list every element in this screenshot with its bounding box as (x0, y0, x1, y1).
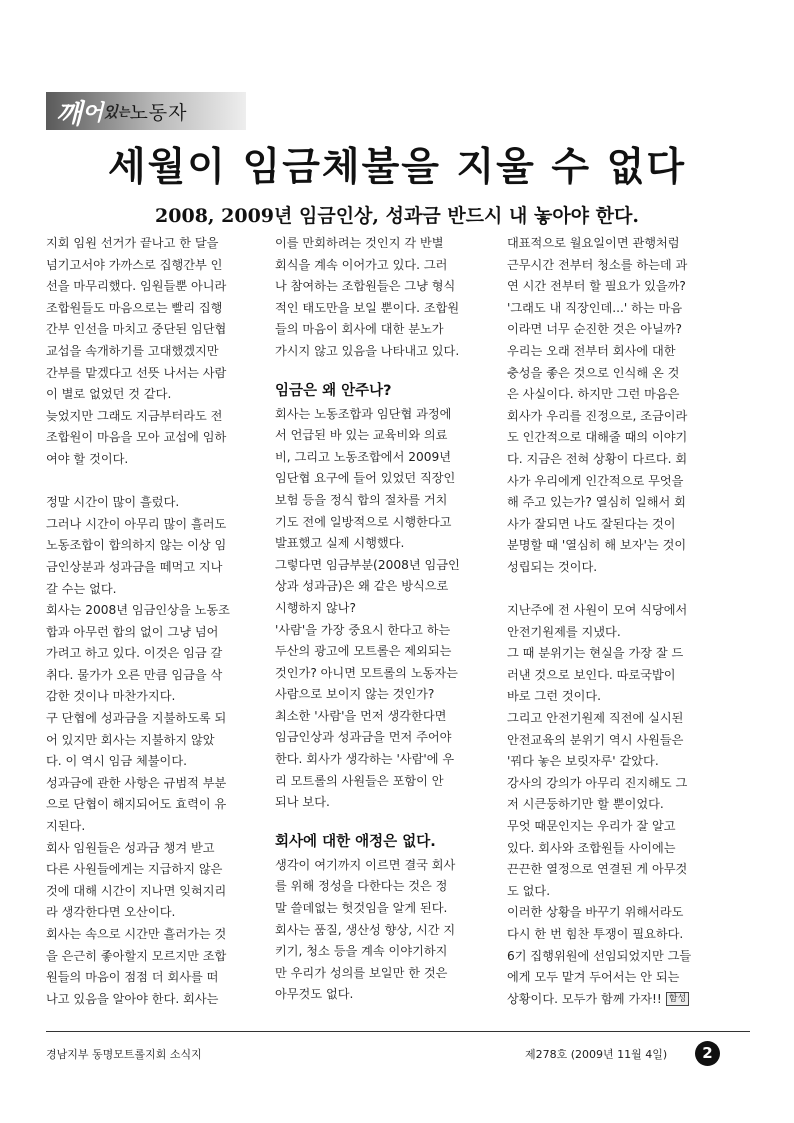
text-line: 다른 사원들에게는 지급하지 않은 (46, 862, 223, 877)
text-line: 한다. 회사가 생각하는 '사람'에 우 (275, 752, 455, 767)
text-line: 으로 단협이 해지되어도 효력이 유 (46, 797, 227, 812)
text-line: 되나 보다. (275, 795, 330, 810)
text-line: 키기, 청소 등을 계속 이야기하지 (275, 944, 448, 959)
text-line: 구 단협에 성과금을 지불하도록 되 (46, 711, 227, 726)
issue-info: 제278호 (2009년 11월 4일) (525, 1048, 668, 1061)
text-line: 회식을 계속 이어가고 있다. 그러 (275, 257, 448, 272)
paragraph-spacer (507, 579, 729, 601)
text-line: 조합원이 마음을 모아 교섭에 임하 (46, 430, 227, 445)
text-line: 분명할 때 '열심히 해 보자'는 것이 (507, 538, 687, 553)
article-column-2 (275, 233, 497, 1006)
text-line: 이러한 상황을 바꾸기 위해서라도 (507, 905, 684, 920)
text-line: 라 생각한다면 오산이다. (46, 905, 176, 920)
text-line: 근무시간 전부터 청소를 하는데 과 (507, 257, 688, 272)
text-line: 상과 성과금)은 왜 같은 방식으로 (275, 579, 449, 594)
text-line: 이를 만회하려는 것인지 각 반별 (275, 236, 444, 250)
text-line: 조합원들도 마음으로는 빨리 집행 (46, 300, 223, 315)
text-line: 러낸 것으로 보인다. 따로국밥이 (507, 667, 676, 682)
text-line: 다. 지금은 전혀 상황이 다르다. 회 (507, 451, 688, 466)
text-line: 다. 이 역시 임금 체불이다. (46, 754, 187, 769)
text-line: 우리는 오래 전부터 회사에 대한 (507, 343, 676, 358)
text-line: 보험 등을 정식 합의 절차를 거치 (275, 492, 448, 507)
text-line: 회사 임원들은 성과금 챙겨 받고 (46, 840, 215, 855)
text-line: 회사는 노동조합과 임단협 과정에 (275, 406, 452, 421)
text-line: 비, 그리고 노동조합에서 2009년 (275, 449, 452, 464)
text-line: 가려고 하고 있다. 이것은 임금 갈 (46, 646, 223, 661)
text-line: 그 때 분위기는 현실을 가장 잘 드 (507, 646, 684, 661)
text-line: 것인가? 아니면 모트롤의 노동자는 (275, 665, 458, 680)
text-line: 나고 있음을 알아야 한다. 회사는 (46, 991, 219, 1006)
newsletter-name: 경남지부 동명모트롤지회 소식지 (46, 1048, 202, 1061)
text-line: 다시 한 번 힘찬 투쟁이 필요하다. (507, 927, 684, 941)
text-line: 그렇다면 임금부분(2008년 임금인 (275, 557, 460, 572)
text-line: 정말 시간이 많이 흘렀다. (46, 495, 180, 510)
text-line: 회사는 품질, 생산성 향상, 시간 지 (275, 922, 456, 937)
text-line: 무엇 때문인지는 우리가 잘 알고 (507, 819, 676, 834)
text-line: 것에 대해 시간이 지나면 잊혀지리 (46, 883, 227, 898)
series-label-part: 있 (103, 102, 118, 121)
text-line: 강사의 강의가 아무리 진지해도 그 (507, 775, 688, 790)
text-line: '그래도 내 직장인데...' 하는 마음 (507, 300, 683, 315)
text-line: 그러나 시간이 아무리 많이 흘러도 (46, 516, 227, 531)
text-line: 안전교육의 분위기 역시 사원들은 (507, 732, 684, 747)
text-line: 도 없다. (507, 883, 551, 898)
text-line: '꿔다 놓은 보릿자루' 같았다. (507, 754, 659, 769)
text-line: 선을 마무리했다. 임원들뿐 아니라 (46, 279, 227, 294)
text-line: '사람'을 가장 중요시 한다고 하는 (275, 622, 451, 637)
text-line: 들의 마음이 회사에 대한 분노가 (275, 322, 444, 337)
text-line: 서 언급된 바 있는 교육비와 의료 (275, 428, 448, 443)
series-badge (46, 92, 246, 130)
text-line: 연 시간 전부터 할 필요가 있을까? (507, 279, 686, 294)
paragraph-spacer (275, 363, 497, 374)
text-line: 있다. 회사와 조합원들 사이에는 (507, 840, 676, 855)
text-line: 그리고 안전기원제 직전에 실시된 (507, 711, 684, 726)
series-label-part: 깨 (56, 98, 83, 130)
paragraph-spacer (46, 471, 268, 493)
text-line: 원들의 마음이 점점 더 회사를 떠 (46, 970, 219, 985)
text-line: 아무것도 없다. (275, 987, 354, 1002)
text-line: 임단협 요구에 들어 있었던 직장인 (275, 471, 456, 486)
section-heading: 회사에 대한 애정은 없다. (275, 833, 436, 850)
text-line: 넘기고서야 가까스로 집행간부 인 (46, 257, 223, 272)
text-line: 가시지 않고 있음을 나타내고 있다. (275, 343, 460, 358)
text-line: 사가 잘되면 나도 잘된다는 것이 (507, 516, 676, 531)
text-line: 충성을 좋은 것으로 인식해 온 것 (507, 365, 680, 380)
text-line: 대표적으로 월요일이면 관행처럼 (507, 236, 680, 250)
text-line: 안전기원제를 지냈다. (507, 624, 621, 639)
series-label-part: 어 (82, 100, 104, 126)
article-column-1 (46, 233, 268, 1010)
text-line: 간부 인선을 마치고 중단된 임단협 (46, 322, 227, 337)
text-line: 적인 태도만을 보일 뿐이다. 조합원 (275, 300, 460, 315)
text-line: 생각이 여기까지 이르면 결국 회사 (275, 857, 456, 872)
text-line: 기도 전에 일방적으로 시행한다고 (275, 514, 452, 529)
text-line: 간부를 맡겠다고 선뜻 나서는 사람 (46, 365, 227, 380)
text-line: 바로 그런 것이다. (507, 689, 602, 704)
text-line: 만 우리가 성의를 보일만 한 것은 (275, 965, 448, 980)
text-line: 에게 모두 맡겨 두어서는 안 되는 (507, 970, 680, 985)
section-heading: 임금은 왜 안주나? (275, 382, 392, 399)
text-line: 회사는 속으로 시간만 흘러가는 것 (46, 927, 227, 941)
text-line: 늦었지만 그래도 지금부터라도 전 (46, 408, 223, 423)
text-line: 나 참여하는 조합원들은 그냥 형식 (275, 279, 456, 294)
text-line: 임금인상과 성과금을 먼저 주어야 (275, 730, 452, 745)
text-line: 성과금에 관한 사항은 규범적 부분 (46, 775, 227, 790)
text-line: 사람으로 보이지 않는 것인가? (275, 687, 435, 702)
text-line: 사가 우리에게 인간적으로 무엇을 (507, 473, 684, 488)
text-line: 교섭을 속개하기를 고대했겠지만 (46, 343, 219, 358)
text-line: 을 은근히 좋아할지 모르지만 조합 (46, 948, 227, 963)
text-line: 여야 할 것이다. (46, 451, 129, 466)
text-line: 감한 것이나 마찬가지다. (46, 689, 176, 704)
text-line: 이라면 너무 순진한 것은 아닐까? (507, 322, 683, 337)
text-line: 발표했고 실제 시행했다. (275, 536, 405, 551)
text-line: 두산의 광고에 모트롤은 제외되는 (275, 644, 452, 659)
text-line: 금인상분과 성과금을 떼먹고 지나 (46, 559, 223, 574)
text-line: 노동조합이 합의하지 않는 이상 임 (46, 538, 227, 553)
text-line: 지회 임원 선거가 끝나고 한 달을 (46, 236, 219, 250)
text-line: 취다. 물가가 오른 만큼 임금을 삭 (46, 667, 223, 682)
page-number: 2 (695, 1041, 720, 1066)
text-line: 이 별로 없었던 것 같다. (46, 387, 172, 402)
text-line: 회사가 우리를 진정으로, 조금이라 (507, 408, 688, 423)
text-line: 합과 아무런 합의 없이 그냥 넘어 (46, 624, 219, 639)
text-line: 어 있지만 회사는 지불하지 않았 (46, 732, 215, 747)
article-subtitle: 2008, 2009년 임금인상, 성과금 반드시 내 놓아야 한다. (155, 205, 639, 227)
text-line: 지된다. (46, 819, 86, 834)
text-line: 를 위해 정성을 다한다는 것은 정 (275, 879, 448, 894)
author-signature: 함성 (666, 992, 689, 1006)
text-line: 지난주에 전 사원이 모여 식당에서 (507, 603, 688, 618)
text-line: 해 주고 있는가? 열심히 일해서 회 (507, 495, 686, 510)
article-column-3 (507, 233, 729, 1010)
text-line: 도 인간적으로 대해줄 때의 이야기 (507, 430, 688, 445)
text-line: 6기 집행위원에 선임되었지만 그들 (507, 948, 692, 963)
text-line: 저 시큰둥하기만 할 뿐이었다. (507, 797, 664, 812)
article-title: 세월이 임금체불을 지울 수 없다 (107, 145, 687, 190)
text-line: 리 모트롤의 사원들은 포함이 안 (275, 773, 444, 788)
text-line: 갈 수는 없다. (46, 581, 117, 596)
text-line: 끈끈한 열정으로 연결된 게 아무것 (507, 862, 688, 877)
series-label-part: 는 (117, 104, 130, 119)
series-label-part: 노동자 (129, 101, 188, 124)
text-line: 최소한 '사람'을 먼저 생각한다면 (275, 708, 447, 723)
text-line: 은 사실이다. 하지만 그런 마음은 (507, 387, 680, 402)
text-line: 시행하지 않나? (275, 600, 356, 615)
text-line: 성립되는 것이다. (507, 559, 598, 574)
text-line: 말 쓸데없는 헛것임을 알게 된다. (275, 901, 448, 916)
footer-divider (46, 1031, 750, 1032)
paragraph-spacer (275, 814, 497, 825)
text-line: 상황이다. 모두가 함께 가자!! 함성 (507, 989, 729, 1011)
text-line: 회사는 2008년 임금인상을 노동조 (46, 603, 230, 618)
